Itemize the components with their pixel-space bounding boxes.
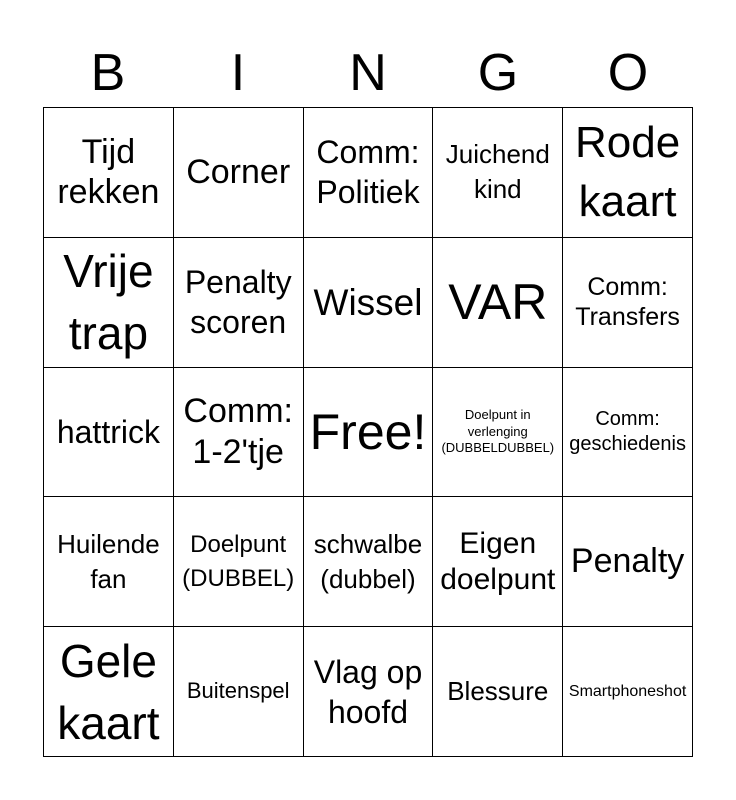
bingo-cell[interactable]: Tijd rekken [44, 108, 174, 238]
bingo-cell[interactable]: Vlag op hoofd [304, 627, 434, 757]
bingo-cell-free[interactable]: Free! [304, 368, 434, 498]
bingo-cell[interactable]: Juichend kind [433, 108, 563, 238]
bingo-cell[interactable]: Vrije trap [44, 238, 174, 368]
bingo-cell[interactable]: Buitenspel [174, 627, 304, 757]
bingo-cell[interactable]: Blessure [433, 627, 563, 757]
bingo-cell[interactable]: Huilende fan [44, 497, 174, 627]
bingo-cell[interactable]: Comm: geschiedenis [563, 368, 693, 498]
header-letter-n: N [349, 44, 387, 102]
bingo-cell[interactable]: Gele kaart [44, 627, 174, 757]
bingo-cell[interactable]: Comm: 1-2'tje [174, 368, 304, 498]
bingo-header [43, 40, 693, 106]
bingo-cell[interactable]: Penalty [563, 497, 693, 627]
header-letter-i: I [230, 44, 246, 102]
bingo-cell[interactable]: Doelpunt in verlenging (DUBBELDUBBEL) [433, 368, 563, 498]
bingo-cell[interactable]: VAR [433, 238, 563, 368]
bingo-cell[interactable]: Doelpunt (DUBBEL) [174, 497, 304, 627]
bingo-cell[interactable]: Comm: Transfers [563, 238, 693, 368]
bingo-cell[interactable]: Wissel [304, 238, 434, 368]
bingo-card-grid [43, 107, 693, 757]
bingo-cell[interactable]: Comm: Politiek [304, 108, 434, 238]
bingo-cell[interactable]: Eigen doelpunt [433, 497, 563, 627]
header-letter-g: G [477, 44, 519, 102]
bingo-cell[interactable]: Penalty scoren [174, 238, 304, 368]
bingo-cell[interactable]: Corner [174, 108, 304, 238]
bingo-cell[interactable]: hattrick [44, 368, 174, 498]
header-letter-b: B [90, 44, 126, 102]
bingo-cell[interactable]: Smartphoneshot [563, 627, 693, 757]
header-letter-o: O [607, 44, 649, 102]
bingo-cell[interactable]: schwalbe (dubbel) [304, 497, 434, 627]
bingo-cell[interactable]: Rode kaart [563, 108, 693, 238]
